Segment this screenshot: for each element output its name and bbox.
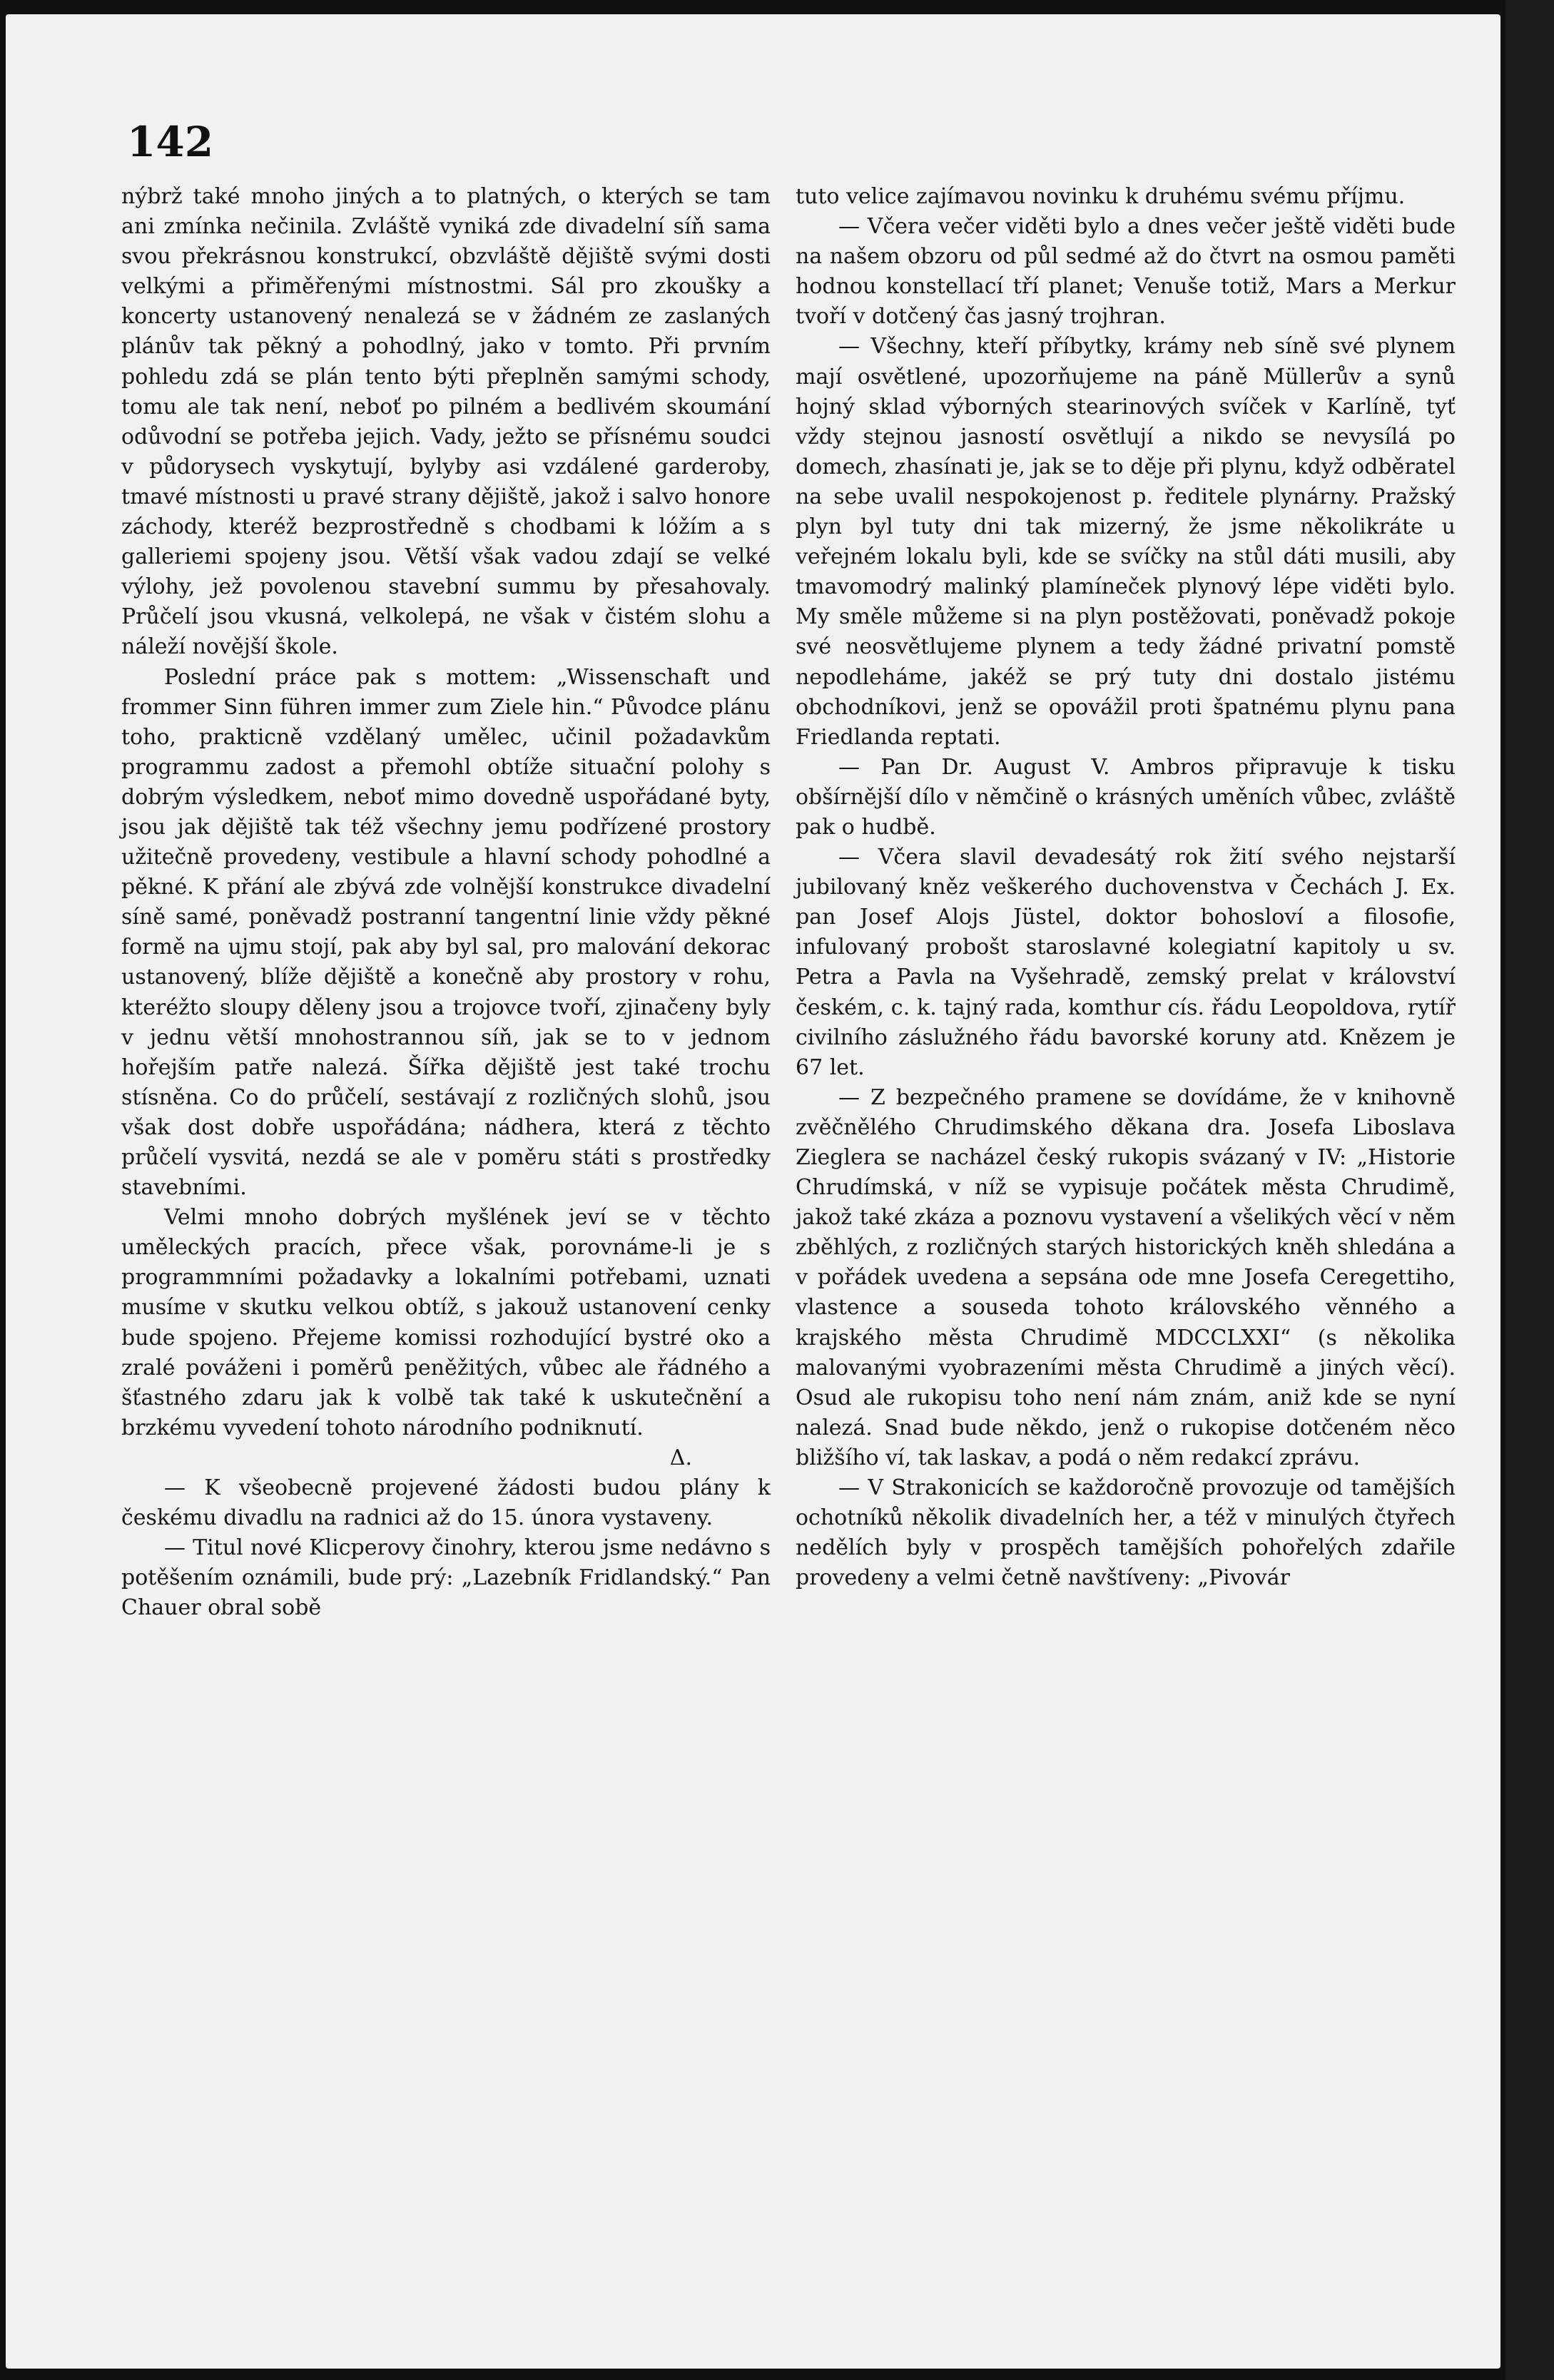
- paragraph: nýbrž také mnoho jiných a to platných, o kterých se tam ani zmínka nečinila. Zvláště vyniká zde divadelní síň sama svou překrásnou konstrukcí, obzvláště dějiště svými dosti velkými a přiměřenými místnostmi. Sál pro zkoušky a koncerty ustanovený nenalezá se v žádném ze zaslaných plánův tak pěkný a pohodlný, jako v tomto. Při prvním pohledu zdá se plán tento býti přeplněn samými schody, tomu ale tak není, neboť po pilném a bedlivém skoumání odůvodní se potřeba jejich. Vady, ježto se přísnému soudci v půdorysech vyskytují, bylyby asi vzdálené garderoby, tmavé místnosti u pravé strany dějiště, jakož i salvo honore záchody, kteréž bezprostředně s chodbami k lóžím a s galleriemi spojeny jsou. Větší však vadou zdají se velké výlohy, jež povolenou stavební summu by přesahovaly. Průčelí jsou vkusná, velkolepá, ne však v čistém slohu a náleží novější škole.: [121, 184, 771, 660]
- page-number: 142: [127, 118, 214, 166]
- paragraph: — Včera slavil devadesátý rok žití svého nejstarší jubilovaný kněz veškerého duchovenstva v Čechách J. Ex. pan Josef Alojs Jüstel, doktor bohosloví a filosofie, infulovaný probošt staroslavné kolegiatní kapitoly u sv. Petra a Pavla na Vyšehradě, zemský prelat v království českém, c. k. tajný rada, komthur cís. řádu Leopoldova, rytíř civilního záslužného řádu bavorské koruny atd. Knězem je 67 let.: [796, 845, 1456, 1080]
- paragraph: — Všechny, kteří příbytky, krámy neb síně své plynem mají osvětlené, upozorňujeme na páně Müllerův a synů hojný sklad výborných stearinových svíček v Karlíně, tyť vždy stejnou jasností osvětlují a nikdo se nevysílá po domech, zhasínati je, jak se to děje při plynu, když odběratel na sebe uvalil nespokojenost p. ředitele plynárny. Pražský plyn byl tuty dni tak mizerný, že jsme několikráte u veřejném lokalu byli, kde se svíčky na stůl dáti musili, aby tmavomodrý malinký plamíneček plynový lépe viděti bylo. My směle můžeme si na plyn postěžovati, poněvadž pokoje své neosvětlujeme plynem a tedy žádné privatní pomstě nepodleháme, jakéž se prý tuty dni dostalo jistému obchodníkovi, jenž se opovážil proti špatnému plynu pana Friedlanda reptati.: [796, 334, 1456, 750]
- book-edge: [1505, 0, 1554, 2380]
- paragraph: — Pan Dr. August V. Ambros připravuje k tisku obšírnější dílo v němčině o krásných uměních vůbec, zvláště pak o hudbě.: [796, 754, 1456, 840]
- author-signature: Δ.: [669, 1445, 692, 1470]
- left-column: [121, 182, 771, 1624]
- paragraph: — K všeobecně projevené žádosti budou plány k českému divadlu na radnici až do 15. února vystaveny.: [121, 1475, 771, 1531]
- paragraph: — Titul nové Klicperovy činohry, kterou jsme nedávno s potěšením oznámili, bude prý: „Lazebník Fridlandský.“ Pan Chauer obral sobě: [121, 1535, 771, 1621]
- paragraph: — V Strakonicích se každoročně provozuje od tamějších ochotníků několik divadelních her, a též v minulých čtyřech nedělích byly v prospěch tamějších pohořelých zdařile provedeny a velmi četně navštíveny: „Pivovár: [796, 1475, 1456, 1591]
- right-column: [796, 182, 1456, 1593]
- paragraph: Velmi mnoho dobrých myšlének jeví se v těchto uměleckých pracích, přece však, porovnáme-li je s programmními požadavky a lokalními potřebami, uznati musíme v skutku velkou obtíž, s jakouž ustanovení cenky bude spojeno. Přejeme komissi rozhodující bystré oko a zralé pováženi i poměrů peněžitých, vůbec ale řádného a šťastného zdaru jak k volbě tak také k uskutečnění a brzkému vyvedení tohoto národního podniknutí.: [121, 1205, 771, 1440]
- paragraph: Poslední práce pak s mottem: „Wissenschaft und frommer Sinn führen immer zum Ziele hin.“ Původce plánu toho, prakticně vzdělaný umělec, učinil požadavkům programmu zadost a přemohl obtíže situační polohy s dobrým výsledkem, neboť mimo dovedně uspořádané byty, jsou jak dějiště tak též všechny jemu podřízené prostory užitečně provedeny, vestibule a hlavní schody pohodlné a pěkné. K přání ale zbývá zde volnější konstrukce divadelní síně samé, poněvadž postranní tangentní linie vždy pěkné formě na ujmu stojí, pak aby byl sal, pro malování dekorac ustanovený, blíže dějiště a konečně aby prostory v rohu, kteréžto sloupy děleny jsou a trojovce tvoří, zjinačeny byly v jednu větší mnohostrannou síň, jak se to v jednom hořejším patře nalezá. Šířka dějiště jest také trochu stísněna. Co do průčelí, sestávají z rozličných slohů, jsou však dost dobře uspořádána; nádhera, která z těchto průčelí vysvitá, nezdá se ale v poměru státi s prostředky stavebními.: [121, 664, 771, 1201]
- paragraph: — Z bezpečného pramene se dovídáme, že v knihovně zvěčnělého Chrudimského děkana dra. Josefa Liboslava Zieglera se nacházel český rukopis svázaný v IV: „Historie Chrudímská, v níž se vypisuje počátek města Chrudimě, jakož také zkáza a poznovu vystavení a všelikých věcí v něm zběhlých, z rozličných starých historických kněh shledána a v pořádek uvedena a sepsána ode mne Josefa Ceregettiho, vlastence a souseda tohoto královského věnného a krajského města Chrudimě MDCCLXXI“ (s několika malovanými vyobrazeními města Chrudimě a jiných věcí). Osud ale rukopisu toho není nám znám, aniž kde se nyní nalezá. Snad bude někdo, jenž o rukopise dotčeném něco bližšího ví, tak laskav, a podá o něm redakcí zprávu.: [796, 1084, 1456, 1470]
- paragraph: — Včera večer viděti bylo a dnes večer ještě viděti bude na našem obzoru od půl sedmé až do čtvrt na osmou paměti hodnou konstellací tří planet; Venuše totiž, Mars a Merkur tvoří v dotčený čas jasný trojhran.: [796, 214, 1456, 330]
- paragraph: tuto velice zajímavou novinku k druhému svému příjmu.: [796, 184, 1406, 209]
